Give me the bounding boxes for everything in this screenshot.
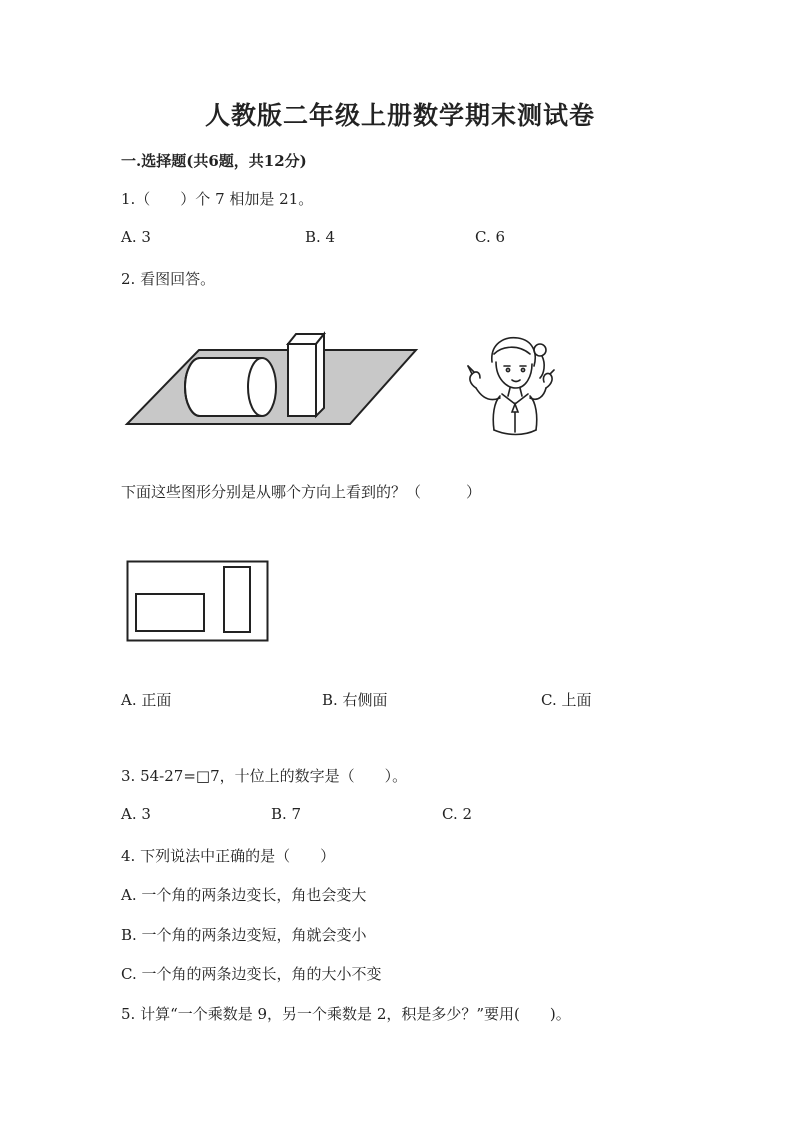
question-1-stem: 1.（ ）个 7 相加是 21。 — [121, 190, 314, 208]
question-3-option-c[interactable]: C. 2 — [442, 805, 473, 823]
cylinder-shape — [185, 358, 276, 416]
question-2-option-a[interactable]: A. 正面 — [121, 691, 172, 709]
question-4-option-a[interactable]: A. 一个角的两条边变长，角也会变大 — [121, 886, 367, 904]
question-2-stem: 2. 看图回答。 — [121, 270, 216, 288]
question-2-option-c[interactable]: C. 上面 — [541, 691, 592, 709]
question-1-option-b[interactable]: B. 4 — [305, 228, 336, 246]
view-figure — [126, 560, 270, 643]
question-2-option-b[interactable]: B. 右侧面 — [322, 691, 388, 709]
question-5-stem: 5. 计算“一个乘数是 9，另一个乘数是 2，积是多少？”要用( )。 — [121, 1005, 571, 1023]
question-4-option-b[interactable]: B. 一个角的两条边变短，角就会变小 — [121, 926, 367, 944]
view-box-rect — [224, 567, 250, 632]
section-heading: 一.选择题(共6题，共12分) — [121, 152, 307, 170]
girl-illustration — [460, 332, 560, 438]
page-title: 人教版二年级上册数学期末测试卷 — [204, 101, 595, 130]
question-3-stem: 3. 54-27=□7，十位上的数字是（ ）。 — [121, 767, 408, 785]
question-1-option-c[interactable]: C. 6 — [475, 228, 506, 246]
question-2-subprompt: 下面这些图形分别是从哪个方向上看到的？（ ） — [121, 483, 482, 501]
question-3-option-a[interactable]: A. 3 — [121, 805, 151, 823]
question-4-option-c[interactable]: C. 一个角的两条边变长，角的大小不变 — [121, 965, 382, 983]
view-cylinder-rect — [136, 594, 204, 631]
box-shape — [288, 334, 324, 416]
scene-figure — [124, 328, 420, 428]
question-1-option-a[interactable]: A. 3 — [121, 228, 151, 246]
question-3-option-b[interactable]: B. 7 — [271, 805, 302, 823]
question-4-stem: 4. 下列说法中正确的是（ ） — [121, 847, 336, 865]
